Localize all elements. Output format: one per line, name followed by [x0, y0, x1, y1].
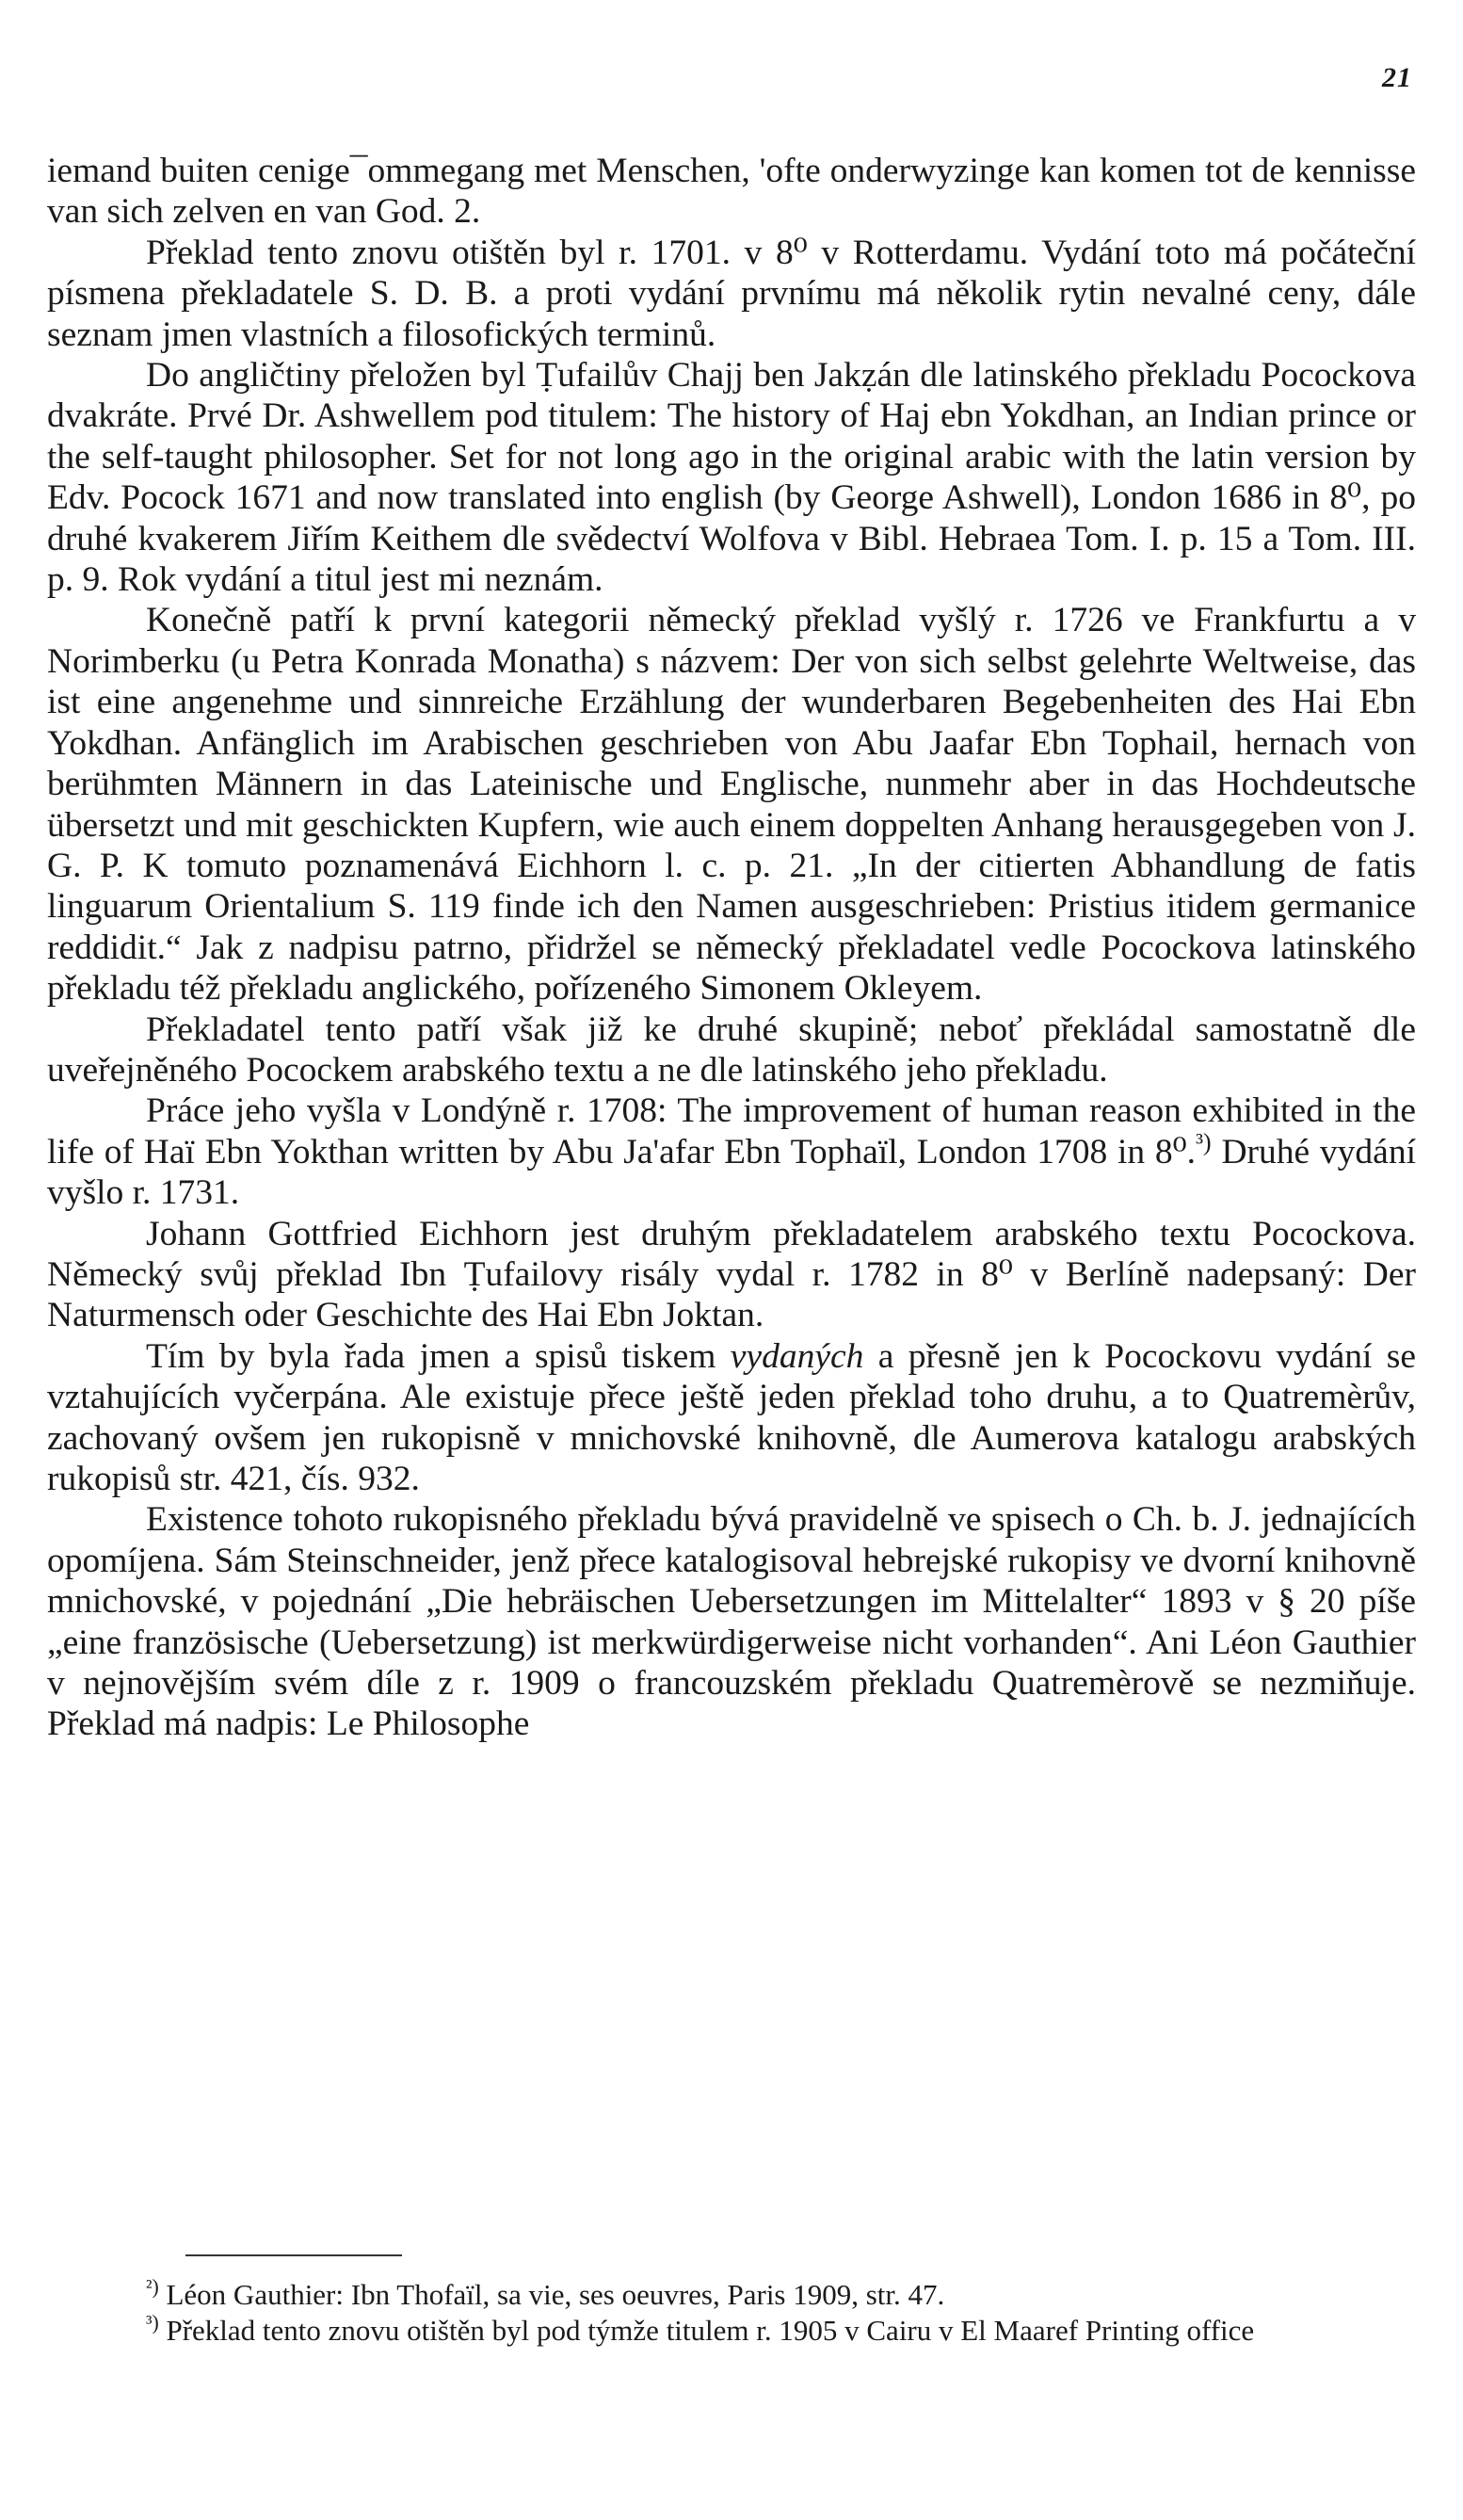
paragraph-quatremere	[47, 1336, 1416, 1500]
footnote-3	[47, 2313, 1416, 2349]
paragraph-text: a přesně jen k Pocockovu vydání se vztahujících vyčerpána. Ale existuje přece ještě jeden překlad toho druhu, a to Quatremèrův, zachovaný ovšem jen rukopisně v mnichovské knihovně, dle Aumerova katalogu arabských rukopisů str. 421, čís. 932.	[47, 1336, 1417, 1498]
paragraph-text: Práce jeho vyšla v Londýně r. 1708: The improvement of human reason exhibited in the life of Haï Ebn Yokthan written by Abu Ja'afar Ebn Tophaïl, London 1708 in 8⁰.	[47, 1091, 1416, 1171]
paragraph-manuscript-existence: Existence tohoto rukopisného překladu bývá pravidelně ve spisech o Ch. b. J. jednajících opomíjena. Sám Steinschneider, jenž přece katalogisoval hebrejské rukopisy ve dvorní knihovně mnichovské, v pojednání „Die hebräischen Uebersetzungen im Mittelalter“ 1893 v § 20 píše „eine französische (Uebersetzung) ist merkwürdigerweise nicht vorhanden“. Ani Léon Gauthier v nejnovějším svém díle z r. 1909 o francouzském překladu Quatremèrově se nezmiňuje. Překlad má nadpis: Le Philosophe	[47, 1500, 1416, 1744]
paragraph-text: Tím by byla řada jmen a spisů tiskem	[146, 1336, 731, 1376]
footnote-text: Překlad tento znovu otištěn byl pod týmže titulem r. 1905 v Cairu v El Maaref Printing office	[158, 2314, 1255, 2347]
page-number: 21	[1382, 62, 1412, 93]
paragraph-german-translation: Konečně patří k první kategorii německý překlad vyšlý r. 1726 ve Frankfurtu a v Norimberku (u Petra Konrada Monatha) s názvem: Der von sich selbst gelehrte Weltweise, das ist eine angenehme und sinnreiche Erzählung der wunderbaren Begebenheiten des Hai Ebn Yokdhan. Anfänglich im Arabischen geschrieben von Abu Jaafar Ebn Tophail, hernach von berühmten Männern in das Lateinische und Englische, nunmehr aber in das Hochdeutsche übersetzt und mit geschickten Kupfern, wie auch einem doppelten Anhang herausgegeben von J. G. P. K tomuto poznamenává Eichhorn l. c. p. 21. „In der citierten Abhandlung de fatis linguarum Orientalium S. 119 finde ich den Namen ausgeschrieben: Pristius itidem germanice reddidit.“ Jak z nadpisu patrno, přidržel se německý překladatel vedle Pocockova latinského překladu též překladu anglického, pořízeného Simonem Okleyem.	[47, 601, 1416, 1009]
document-page	[47, 0, 1416, 2520]
footnote-2	[47, 2277, 1416, 2313]
emphasized-word: vydaných	[730, 1336, 864, 1376]
paragraph-london-1708	[47, 1090, 1416, 1213]
paragraph-english-translations: Do angličtiny přeložen byl Ṭufailův Chajj ben Jakẓán dle latinského překladu Pocockova dvakráte. Prvé Dr. Ashwellem pod titulem: The history of Haj ebn Yokdhan, an Indian prince or the self-taught philosopher. Set for not long ago in the original arabic with the latin version by Edv. Pocock 1671 and now translated into english (by George Ashwell), London 1686 in 8⁰, po druhé kvakerem Jiřím Keithem dle svědectví Wolfova v Bibl. Hebraea Tom. I. p. 15 a Tom. III. p. 9. Rok vydání a titul jest mi neznám.	[47, 356, 1416, 600]
footnotes	[47, 2277, 1416, 2349]
paragraph-second-group: Překladatel tento patří však již ke druhé skupině; neboť překládal samostatně dle uveřejněného Pocockem arabského textu a ne dle latinského jeho překladu.	[47, 1010, 1416, 1090]
footnote-text: Léon Gauthier: Ibn Thofaïl, sa vie, ses oeuvres, Paris 1909, str. 47.	[158, 2278, 945, 2311]
body-text	[47, 151, 1416, 1745]
paragraph-text: Druhé vydání vyšlo r. 1731.	[47, 1132, 1416, 1213]
footnote-mark: ³)	[146, 2311, 159, 2334]
footnote-reference: ³)	[1196, 1128, 1212, 1156]
paragraph-continuation: iemand buiten cenige¯ommegang met Menschen, 'ofte onderwyzinge kan komen tot de kennisse van sich zelven en van God. 2.	[47, 152, 1416, 232]
footnote-divider	[185, 2254, 402, 2256]
footnote-mark: ²)	[146, 2275, 159, 2299]
paragraph-eichhorn: Johann Gottfried Eichhorn jest druhým překladatelem arabského textu Pocockova. Německý svůj překlad Ibn Ṭufailovy risály vydal r. 1782 in 8⁰ v Berlíně nadepsaný: Der Naturmensch oder Geschichte des Hai Ebn Joktan.	[47, 1214, 1416, 1335]
paragraph-rotterdam-edition: Překlad tento znovu otištěn byl r. 1701. v 8⁰ v Rotterdamu. Vydání toto má počáteční písmena překladatele S. D. B. a proti vydání prvnímu má několik rytin nevalné ceny, dále seznam jmen vlastních a filosofických terminů.	[47, 233, 1416, 354]
